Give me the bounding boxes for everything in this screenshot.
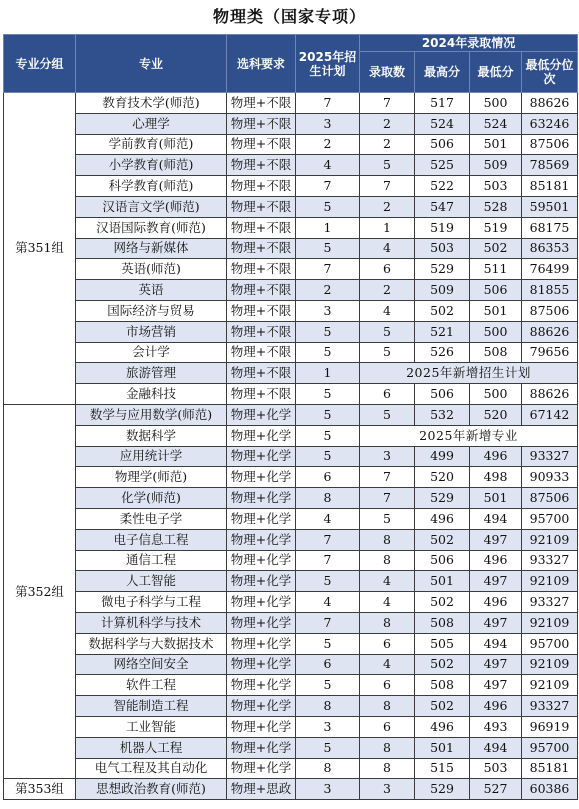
cell-min-score: 503 bbox=[470, 758, 522, 779]
cell-count: 4 bbox=[360, 238, 415, 259]
cell-count: 6 bbox=[360, 259, 415, 280]
cell-subject: 物理+化学 bbox=[227, 696, 296, 717]
cell-major: 机器人工程 bbox=[76, 737, 227, 758]
table-row bbox=[4, 633, 578, 654]
cell-plan: 5 bbox=[296, 404, 360, 425]
cell-count: 8 bbox=[360, 550, 415, 571]
cell-subject: 物理+不限 bbox=[227, 155, 296, 176]
cell-plan: 3 bbox=[296, 300, 360, 321]
cell-min-score: 498 bbox=[470, 467, 522, 488]
header-max-score: 最高分 bbox=[415, 52, 470, 93]
cell-plan: 5 bbox=[296, 571, 360, 592]
group-label: 第351组 bbox=[4, 93, 76, 405]
cell-count: 3 bbox=[360, 779, 415, 800]
cell-major: 数学与应用数学(师范) bbox=[76, 404, 227, 425]
table-row bbox=[4, 196, 578, 217]
table-row bbox=[4, 654, 578, 675]
cell-plan: 5 bbox=[296, 633, 360, 654]
cell-count: 4 bbox=[360, 300, 415, 321]
header-plan-2025: 2025年招生计划 bbox=[296, 35, 360, 93]
cell-plan: 2 bbox=[296, 280, 360, 301]
table-row bbox=[4, 779, 578, 800]
cell-max-score: 529 bbox=[415, 779, 470, 800]
table-row bbox=[4, 342, 578, 363]
cell-subject: 物理+不限 bbox=[227, 321, 296, 342]
cell-min-score: 519 bbox=[470, 217, 522, 238]
cell-min-score: 496 bbox=[470, 696, 522, 717]
cell-max-score: 508 bbox=[415, 675, 470, 696]
table-row bbox=[4, 113, 578, 134]
cell-major: 计算机科学与技术 bbox=[76, 612, 227, 633]
cell-subject: 物理+化学 bbox=[227, 654, 296, 675]
cell-subject: 物理+不限 bbox=[227, 259, 296, 280]
cell-min-score: 497 bbox=[470, 675, 522, 696]
table-row bbox=[4, 300, 578, 321]
cell-min-rank: 78569 bbox=[522, 155, 578, 176]
header-min-rank: 最低分位次 bbox=[522, 52, 578, 93]
cell-min-score: 503 bbox=[470, 176, 522, 197]
cell-min-score: 524 bbox=[470, 113, 522, 134]
cell-major: 小学教育(师范) bbox=[76, 155, 227, 176]
cell-min-rank: 92109 bbox=[522, 571, 578, 592]
cell-min-score: 497 bbox=[470, 529, 522, 550]
cell-major: 金融科技 bbox=[76, 384, 227, 405]
cell-note: 2025年新增专业 bbox=[360, 425, 578, 446]
cell-major: 科学教育(师范) bbox=[76, 176, 227, 197]
cell-max-score: 506 bbox=[415, 550, 470, 571]
table-body bbox=[4, 93, 578, 800]
table-row bbox=[4, 404, 578, 425]
cell-min-rank: 67142 bbox=[522, 404, 578, 425]
cell-plan: 5 bbox=[296, 425, 360, 446]
cell-min-score: 496 bbox=[470, 592, 522, 613]
cell-major: 网络空间安全 bbox=[76, 654, 227, 675]
cell-max-score: 525 bbox=[415, 155, 470, 176]
cell-min-score: 520 bbox=[470, 404, 522, 425]
cell-max-score: 503 bbox=[415, 238, 470, 259]
cell-max-score: 505 bbox=[415, 633, 470, 654]
table-row bbox=[4, 363, 578, 384]
cell-count: 7 bbox=[360, 93, 415, 114]
cell-min-score: 501 bbox=[470, 134, 522, 155]
cell-major: 通信工程 bbox=[76, 550, 227, 571]
cell-count: 7 bbox=[360, 176, 415, 197]
cell-plan: 3 bbox=[296, 779, 360, 800]
cell-min-score: 496 bbox=[470, 446, 522, 467]
cell-min-rank: 92109 bbox=[522, 612, 578, 633]
cell-count: 7 bbox=[360, 488, 415, 509]
cell-max-score: 529 bbox=[415, 488, 470, 509]
cell-plan: 7 bbox=[296, 612, 360, 633]
cell-min-score: 493 bbox=[470, 716, 522, 737]
admission-table bbox=[3, 34, 578, 800]
cell-plan: 6 bbox=[296, 654, 360, 675]
cell-major: 电气工程及其自动化 bbox=[76, 758, 227, 779]
cell-subject: 物理+化学 bbox=[227, 508, 296, 529]
cell-max-score: 496 bbox=[415, 508, 470, 529]
cell-min-score: 528 bbox=[470, 196, 522, 217]
cell-count: 2 bbox=[360, 196, 415, 217]
cell-max-score: 506 bbox=[415, 384, 470, 405]
cell-subject: 物理+思政 bbox=[227, 779, 296, 800]
table-row bbox=[4, 592, 578, 613]
cell-major: 化学(师范) bbox=[76, 488, 227, 509]
cell-min-rank: 93327 bbox=[522, 446, 578, 467]
cell-max-score: 502 bbox=[415, 654, 470, 675]
cell-subject: 物理+化学 bbox=[227, 571, 296, 592]
cell-min-rank: 88626 bbox=[522, 321, 578, 342]
table-row bbox=[4, 93, 578, 114]
cell-min-score: 500 bbox=[470, 93, 522, 114]
cell-count: 5 bbox=[360, 508, 415, 529]
cell-min-rank: 87506 bbox=[522, 134, 578, 155]
cell-major: 微电子科学与工程 bbox=[76, 592, 227, 613]
cell-min-score: 494 bbox=[470, 508, 522, 529]
cell-count: 2 bbox=[360, 280, 415, 301]
cell-major: 旅游管理 bbox=[76, 363, 227, 384]
table-row bbox=[4, 384, 578, 405]
cell-subject: 物理+化学 bbox=[227, 550, 296, 571]
cell-count: 4 bbox=[360, 592, 415, 613]
cell-max-score: 521 bbox=[415, 321, 470, 342]
cell-subject: 物理+化学 bbox=[227, 758, 296, 779]
cell-count: 8 bbox=[360, 529, 415, 550]
header-count: 录取数 bbox=[360, 52, 415, 93]
cell-max-score: 508 bbox=[415, 612, 470, 633]
header-admission-2024: 2024年录取情况 bbox=[360, 35, 578, 52]
cell-min-rank: 86353 bbox=[522, 238, 578, 259]
cell-count: 4 bbox=[360, 571, 415, 592]
cell-count: 8 bbox=[360, 737, 415, 758]
cell-count: 8 bbox=[360, 612, 415, 633]
page-title: 物理类（国家专项） bbox=[212, 7, 366, 26]
cell-subject: 物理+化学 bbox=[227, 488, 296, 509]
cell-plan: 5 bbox=[296, 737, 360, 758]
cell-major: 英语(师范) bbox=[76, 259, 227, 280]
cell-subject: 物理+不限 bbox=[227, 113, 296, 134]
header-min-score: 最低分 bbox=[470, 52, 522, 93]
table-row bbox=[4, 716, 578, 737]
cell-min-rank: 87506 bbox=[522, 488, 578, 509]
table-row bbox=[4, 508, 578, 529]
cell-major: 汉语国际教育(师范) bbox=[76, 217, 227, 238]
cell-plan: 8 bbox=[296, 488, 360, 509]
cell-min-rank: 95700 bbox=[522, 508, 578, 529]
cell-plan: 4 bbox=[296, 592, 360, 613]
cell-plan: 5 bbox=[296, 196, 360, 217]
table-row bbox=[4, 425, 578, 446]
cell-count: 1 bbox=[360, 217, 415, 238]
cell-major: 智能制造工程 bbox=[76, 696, 227, 717]
cell-plan: 7 bbox=[296, 259, 360, 280]
header-group: 专业分组 bbox=[4, 35, 76, 93]
cell-min-rank: 92109 bbox=[522, 675, 578, 696]
cell-min-rank: 81855 bbox=[522, 280, 578, 301]
cell-plan: 3 bbox=[296, 716, 360, 737]
cell-major: 软件工程 bbox=[76, 675, 227, 696]
cell-plan: 5 bbox=[296, 675, 360, 696]
table-row bbox=[4, 321, 578, 342]
cell-max-score: 522 bbox=[415, 176, 470, 197]
cell-plan: 2 bbox=[296, 134, 360, 155]
cell-subject: 物理+不限 bbox=[227, 217, 296, 238]
table-row bbox=[4, 217, 578, 238]
cell-min-score: 497 bbox=[470, 612, 522, 633]
cell-min-rank: 92109 bbox=[522, 654, 578, 675]
cell-plan: 3 bbox=[296, 113, 360, 134]
cell-plan: 7 bbox=[296, 93, 360, 114]
cell-major: 汉语言文学(师范) bbox=[76, 196, 227, 217]
cell-plan: 7 bbox=[296, 550, 360, 571]
cell-plan: 5 bbox=[296, 342, 360, 363]
cell-min-score: 527 bbox=[470, 779, 522, 800]
table-row bbox=[4, 446, 578, 467]
cell-max-score: 515 bbox=[415, 758, 470, 779]
cell-major: 网络与新媒体 bbox=[76, 238, 227, 259]
cell-plan: 5 bbox=[296, 321, 360, 342]
cell-subject: 物理+化学 bbox=[227, 446, 296, 467]
cell-major: 人工智能 bbox=[76, 571, 227, 592]
cell-subject: 物理+化学 bbox=[227, 633, 296, 654]
table-row bbox=[4, 612, 578, 633]
cell-min-rank: 95700 bbox=[522, 633, 578, 654]
cell-min-score: 497 bbox=[470, 654, 522, 675]
cell-max-score: 532 bbox=[415, 404, 470, 425]
cell-subject: 物理+化学 bbox=[227, 404, 296, 425]
cell-plan: 6 bbox=[296, 467, 360, 488]
cell-major: 学前教育(师范) bbox=[76, 134, 227, 155]
table-row bbox=[4, 488, 578, 509]
cell-min-rank: 96919 bbox=[522, 716, 578, 737]
cell-subject: 物理+不限 bbox=[227, 384, 296, 405]
cell-major: 物理学(师范) bbox=[76, 467, 227, 488]
cell-count: 6 bbox=[360, 675, 415, 696]
cell-count: 5 bbox=[360, 404, 415, 425]
cell-min-score: 500 bbox=[470, 384, 522, 405]
cell-max-score: 520 bbox=[415, 467, 470, 488]
cell-min-score: 497 bbox=[470, 571, 522, 592]
cell-count: 8 bbox=[360, 696, 415, 717]
cell-count: 7 bbox=[360, 467, 415, 488]
cell-min-rank: 60386 bbox=[522, 779, 578, 800]
header-major: 专业 bbox=[76, 35, 227, 93]
cell-max-score: 526 bbox=[415, 342, 470, 363]
cell-plan: 1 bbox=[296, 363, 360, 384]
cell-max-score: 524 bbox=[415, 113, 470, 134]
cell-min-rank: 85181 bbox=[522, 758, 578, 779]
cell-min-rank: 95700 bbox=[522, 737, 578, 758]
cell-min-score: 494 bbox=[470, 633, 522, 654]
cell-min-rank: 88626 bbox=[522, 93, 578, 114]
cell-subject: 物理+不限 bbox=[227, 238, 296, 259]
cell-subject: 物理+不限 bbox=[227, 363, 296, 384]
cell-min-rank: 92109 bbox=[522, 529, 578, 550]
table-row bbox=[4, 134, 578, 155]
cell-count: 4 bbox=[360, 654, 415, 675]
cell-min-rank: 93327 bbox=[522, 592, 578, 613]
cell-subject: 物理+化学 bbox=[227, 737, 296, 758]
cell-major: 柔性电子学 bbox=[76, 508, 227, 529]
cell-max-score: 501 bbox=[415, 571, 470, 592]
cell-subject: 物理+不限 bbox=[227, 196, 296, 217]
cell-count: 6 bbox=[360, 384, 415, 405]
cell-min-score: 494 bbox=[470, 737, 522, 758]
cell-count: 5 bbox=[360, 321, 415, 342]
cell-min-rank: 85181 bbox=[522, 176, 578, 197]
table-row bbox=[4, 467, 578, 488]
cell-max-score: 502 bbox=[415, 696, 470, 717]
table-row bbox=[4, 259, 578, 280]
cell-max-score: 509 bbox=[415, 280, 470, 301]
cell-subject: 物理+不限 bbox=[227, 342, 296, 363]
cell-subject: 物理+不限 bbox=[227, 134, 296, 155]
cell-min-rank: 79656 bbox=[522, 342, 578, 363]
cell-count: 8 bbox=[360, 758, 415, 779]
cell-min-score: 502 bbox=[470, 238, 522, 259]
cell-major: 市场营销 bbox=[76, 321, 227, 342]
cell-count: 6 bbox=[360, 716, 415, 737]
cell-subject: 物理+化学 bbox=[227, 716, 296, 737]
table-row bbox=[4, 280, 578, 301]
cell-max-score: 502 bbox=[415, 592, 470, 613]
cell-plan: 5 bbox=[296, 446, 360, 467]
cell-subject: 物理+不限 bbox=[227, 300, 296, 321]
cell-major: 教育技术学(师范) bbox=[76, 93, 227, 114]
cell-count: 5 bbox=[360, 155, 415, 176]
cell-subject: 物理+化学 bbox=[227, 592, 296, 613]
cell-min-rank: 87506 bbox=[522, 300, 578, 321]
cell-major: 心理学 bbox=[76, 113, 227, 134]
cell-major: 工业智能 bbox=[76, 716, 227, 737]
cell-min-rank: 90933 bbox=[522, 467, 578, 488]
cell-min-score: 500 bbox=[470, 321, 522, 342]
cell-min-rank: 88626 bbox=[522, 384, 578, 405]
cell-min-score: 511 bbox=[470, 259, 522, 280]
cell-count: 6 bbox=[360, 633, 415, 654]
cell-max-score: 506 bbox=[415, 134, 470, 155]
table-row bbox=[4, 696, 578, 717]
cell-major: 应用统计学 bbox=[76, 446, 227, 467]
cell-count: 2 bbox=[360, 113, 415, 134]
cell-min-score: 508 bbox=[470, 342, 522, 363]
cell-max-score: 547 bbox=[415, 196, 470, 217]
table-row bbox=[4, 176, 578, 197]
cell-max-score: 501 bbox=[415, 737, 470, 758]
cell-subject: 物理+化学 bbox=[227, 467, 296, 488]
header-subject: 选科要求 bbox=[227, 35, 296, 93]
cell-plan: 1 bbox=[296, 217, 360, 238]
cell-max-score: 496 bbox=[415, 716, 470, 737]
cell-min-score: 506 bbox=[470, 280, 522, 301]
cell-max-score: 529 bbox=[415, 259, 470, 280]
cell-major: 电子信息工程 bbox=[76, 529, 227, 550]
cell-max-score: 502 bbox=[415, 529, 470, 550]
cell-min-score: 501 bbox=[470, 300, 522, 321]
cell-plan: 5 bbox=[296, 238, 360, 259]
cell-major: 数据科学 bbox=[76, 425, 227, 446]
cell-major: 会计学 bbox=[76, 342, 227, 363]
cell-plan: 8 bbox=[296, 758, 360, 779]
table-row bbox=[4, 758, 578, 779]
cell-subject: 物理+不限 bbox=[227, 280, 296, 301]
cell-plan: 7 bbox=[296, 529, 360, 550]
cell-min-score: 501 bbox=[470, 488, 522, 509]
cell-major: 英语 bbox=[76, 280, 227, 301]
cell-subject: 物理+化学 bbox=[227, 612, 296, 633]
cell-plan: 8 bbox=[296, 696, 360, 717]
cell-plan: 5 bbox=[296, 384, 360, 405]
cell-max-score: 517 bbox=[415, 93, 470, 114]
cell-subject: 物理+不限 bbox=[227, 93, 296, 114]
cell-subject: 物理+化学 bbox=[227, 675, 296, 696]
table-row bbox=[4, 737, 578, 758]
cell-major: 国际经济与贸易 bbox=[76, 300, 227, 321]
table-row bbox=[4, 675, 578, 696]
cell-count: 3 bbox=[360, 446, 415, 467]
cell-plan: 4 bbox=[296, 508, 360, 529]
cell-min-rank: 68175 bbox=[522, 217, 578, 238]
cell-count: 5 bbox=[360, 342, 415, 363]
table-row bbox=[4, 571, 578, 592]
cell-min-score: 509 bbox=[470, 155, 522, 176]
table-row bbox=[4, 550, 578, 571]
cell-min-rank: 93327 bbox=[522, 696, 578, 717]
cell-min-score: 496 bbox=[470, 550, 522, 571]
cell-subject: 物理+化学 bbox=[227, 425, 296, 446]
cell-major: 数据科学与大数据技术 bbox=[76, 633, 227, 654]
table-row bbox=[4, 238, 578, 259]
cell-min-rank: 59501 bbox=[522, 196, 578, 217]
cell-subject: 物理+不限 bbox=[227, 176, 296, 197]
table-row bbox=[4, 155, 578, 176]
table-row bbox=[4, 529, 578, 550]
group-label: 第353组 bbox=[4, 779, 76, 800]
cell-min-rank: 63246 bbox=[522, 113, 578, 134]
group-label: 第352组 bbox=[4, 404, 76, 778]
cell-major: 思想政治教育(师范) bbox=[76, 779, 227, 800]
cell-min-rank: 93327 bbox=[522, 550, 578, 571]
cell-subject: 物理+化学 bbox=[227, 529, 296, 550]
cell-plan: 7 bbox=[296, 176, 360, 197]
cell-min-rank: 76499 bbox=[522, 259, 578, 280]
cell-plan: 4 bbox=[296, 155, 360, 176]
cell-max-score: 519 bbox=[415, 217, 470, 238]
cell-count: 2 bbox=[360, 134, 415, 155]
cell-max-score: 502 bbox=[415, 300, 470, 321]
cell-note: 2025年新增招生计划 bbox=[360, 363, 578, 384]
cell-max-score: 499 bbox=[415, 446, 470, 467]
